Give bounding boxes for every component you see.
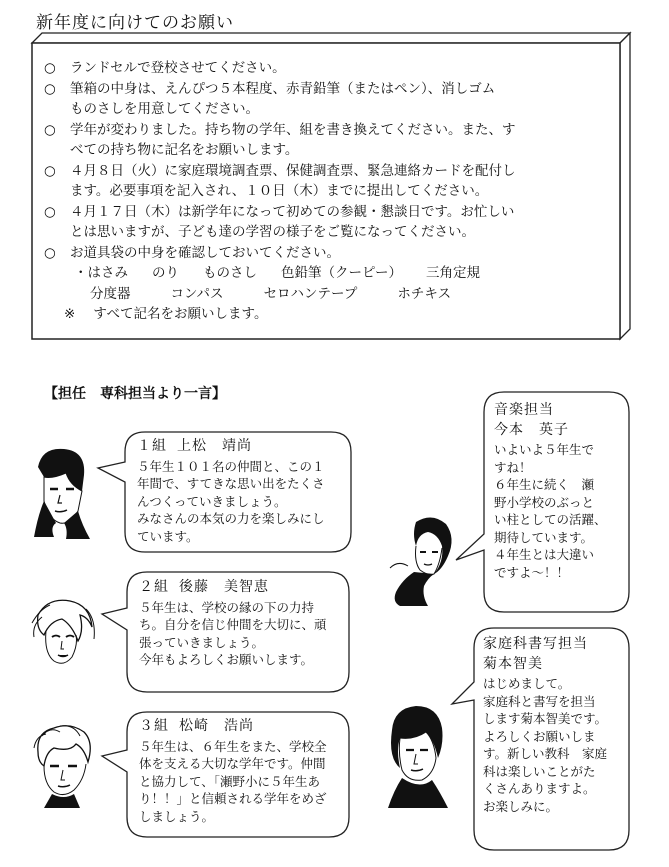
teacher-name: 後藤 美智恵: [179, 579, 269, 595]
notice-item: ○ お道具袋の中身を確認しておいてください。: [44, 244, 340, 261]
teacher-role: 音楽担当: [494, 402, 554, 418]
notice-item: ○ 学年が変わりました。持ち物の学年、組を書き換えてください。また、す べての持ち物に記名をお願いします。: [44, 121, 516, 158]
page-title: 新年度に向けてのお願い: [36, 13, 234, 33]
supplies-list: 分度器 コンパス セロハンテープ ホチキス: [90, 285, 452, 302]
notice-item: ○ ４月８日（火）に家庭環境調査票、保健調査票、緊急連絡カードを配付し ます。必要事項を記入され、１０日（木）までに提出してください。: [44, 162, 516, 199]
teacher-portrait-5: [378, 700, 456, 810]
notice-item: ○ 筆箱の中身は、えんぴつ５本程度、赤青鉛筆（またはペン）、消しゴム ものさしを用意してください。: [44, 80, 496, 117]
teacher-message-3: ３組 松崎 浩尚 ５年生は、６年生をまた、学校全 体を支える大切な学年です。仲間 と協力して、「瀬野小に５年生あ り！！」と信頼される学年をめざ しましょう。: [139, 718, 327, 824]
section-title: 【担任 専科担当より一言】: [44, 386, 226, 402]
teacher-message-home-economics: 家庭科書写担当 菊本智美 はじめまして。 家庭科と書写を担当 します菊本智美です。 よろしくお願いしま す。新しい教科 家庭 科は楽しいことがた くさんありますよ。 お楽しみに。: [483, 636, 627, 815]
teacher-message-music: 音楽担当 今本 英子 いよいよ５年生で すね！ ６年生に続く 瀬 野小学校のぶっと い柱としての活躍、 期待しています。 ４年生とは大違い ですよ～！！: [494, 402, 626, 581]
teacher-message-2: ２組 後藤 美智恵 ５年生は、学校の縁の下の力持 ち。自分を信じ仲間を大切に、頑 張っていきましょう。 今年もよろしくお願いします。: [139, 579, 327, 667]
teacher-role: 家庭科書写担当: [483, 636, 588, 652]
notice-item: ○ ランドセルで登校させてください。: [44, 60, 286, 76]
notice-item: ○ ４月１７日（木）は新学年になって初めての参観・懇談日です。お忙しい とは思いますが、子ども達の学習の様子をご覧になってください。: [44, 203, 515, 240]
footnote: ※ すべて記名をお願いします。: [64, 306, 268, 322]
teacher-portrait-1: [30, 445, 92, 540]
class-label: １組: [137, 438, 167, 454]
teacher-name: 今本 英子: [494, 421, 569, 438]
class-label: ３組: [139, 718, 169, 734]
teacher-portrait-3: [30, 722, 96, 810]
teacher-message-1: １組 上松 靖尚 ５年生１０１名の仲間と、この１ 年間で、すてきな思い出をたくさ んつくっていきましょう。 みなさんの本気の力を楽しみにし ています。: [137, 438, 325, 544]
teacher-name: 上松 靖尚: [177, 438, 252, 454]
teacher-name: 松崎 浩尚: [179, 718, 254, 734]
teacher-name: 菊本智美: [483, 655, 543, 672]
teacher-portrait-4: [388, 512, 460, 608]
supplies-list: ・はさみ のり ものさし 色鉛筆（クーピー） 三角定規: [74, 265, 480, 281]
teacher-portrait-2: [28, 595, 100, 675]
class-label: ２組: [139, 579, 169, 595]
